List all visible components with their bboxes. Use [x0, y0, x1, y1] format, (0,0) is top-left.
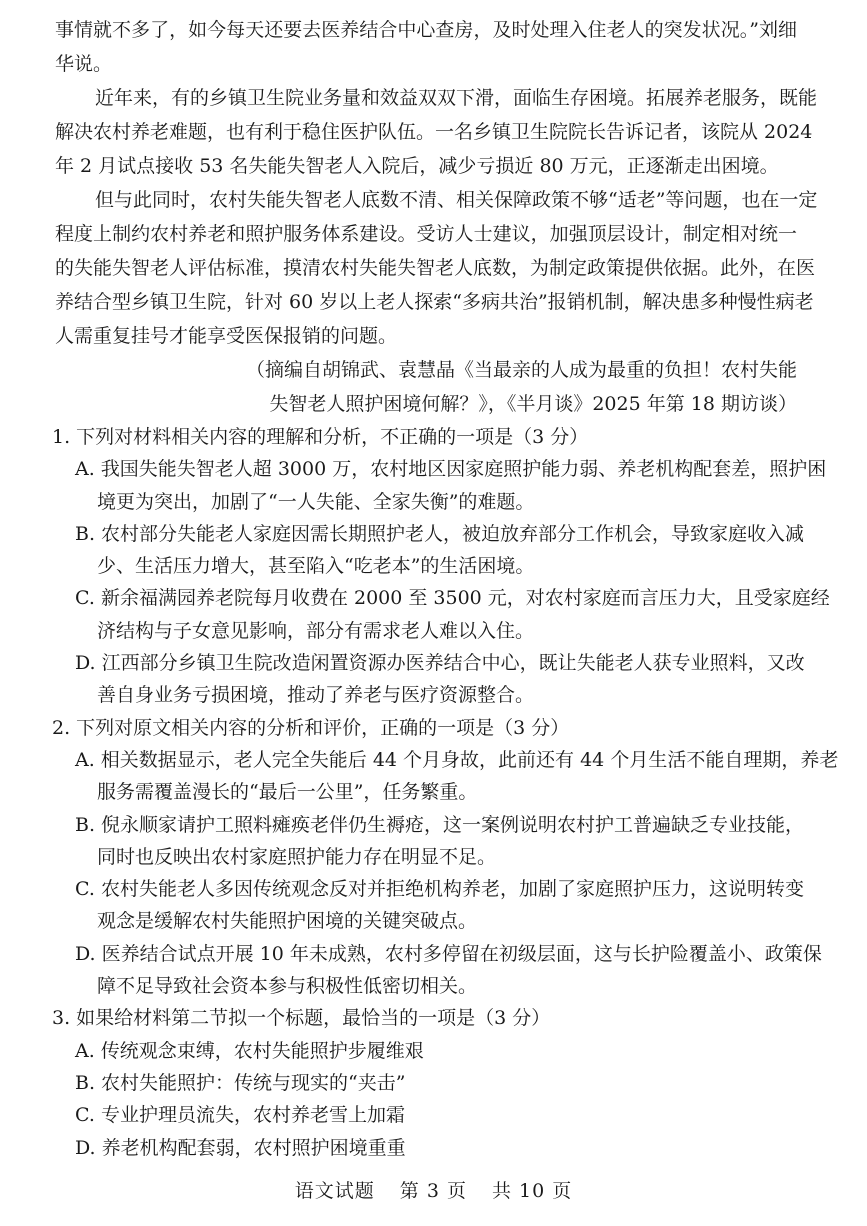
question-stem: 2. 下列对原文相关内容的分析和评价，正确的一项是（3 分）	[52, 716, 570, 739]
paragraph-line: 但与此同时，农村失能失智老人底数不清、相关保障政策不够“适老”等问题，也在一定	[95, 189, 818, 211]
footer-page-number: 第 3 页	[399, 1180, 467, 1202]
option-c: C. 农村失能老人多因传统观念反对并拒绝机构养老，加剧了家庭照护压力，这说明转变	[75, 878, 804, 901]
option-d-cont: 善自身业务亏损困境，推动了养老与医疗资源整合。	[97, 684, 535, 707]
paragraph-line: 年 2 月试点接收 53 名失能失智老人入院后，减少亏损近 80 万元，正逐渐走出困境。	[55, 155, 779, 177]
option-a: A. 相关数据显示，老人完全失能后 44 个月身故，此前还有 44 个月生活不能自理期，养老	[75, 748, 839, 771]
option-a: A. 我国失能失智老人超 3000 万，农村地区因家庭照护能力弱、养老机构配套差，照护困	[75, 458, 827, 481]
paragraph-line: 养结合型乡镇卫生院，针对 60 岁以上老人探索“多病共治”报销机制，解决患多种慢性病老	[55, 291, 814, 313]
option-a-cont: 服务需覆盖漫长的“最后一公里”，任务繁重。	[97, 781, 478, 804]
option-d-cont: 障不足导致社会资本参与积极性低密切相关。	[97, 975, 478, 998]
option-c: C. 专业护理员流失，农村养老雪上加霜	[75, 1104, 405, 1127]
option-c-cont: 济结构与子女意见影响，部分有需求老人难以入住。	[97, 619, 535, 642]
option-d: D. 养老机构配套弱，农村照护困境重重	[75, 1136, 406, 1159]
option-c: C. 新余福满园养老院每月收费在 2000 至 3500 元，对农村家庭而言压力大，且受家庭经	[75, 587, 830, 610]
option-b: B. 农村部分失能老人家庭因需长期照护老人，被迫放弃部分工作机会，导致家庭收入减	[75, 522, 805, 545]
paragraph-line: 华说。	[55, 53, 113, 75]
option-c-cont: 观念是缓解农村失能照护困境的关键突破点。	[97, 910, 478, 933]
question-2	[0, 712, 867, 1003]
paragraph-line: 事情就不多了，如今每天还要去医养结合中心查房，及时处理入住老人的突发状况。”刘细	[55, 19, 797, 41]
material-text	[0, 13, 867, 421]
paragraph-line: 近年来，有的乡镇卫生院业务量和效益双双下滑，面临生存困境。拓展养老服务，既能	[95, 87, 818, 109]
option-b: B. 倪永顺家请护工照料瘫痪老伴仍生褥疮，这一案例说明农村护工普遍缺乏专业技能，	[75, 813, 805, 836]
paragraph-line: 解决农村养老难题，也有利于稳住医护队伍。一名乡镇卫生院院长告诉记者，该院从 2024	[55, 121, 813, 143]
option-a: A. 传统观念束缚，农村失能照护步履维艰	[75, 1039, 424, 1062]
option-d: D. 医养结合试点开展 10 年未成熟，农村多停留在初级层面，这与长护险覆盖小、政策保	[75, 942, 822, 965]
option-d: D. 江西部分乡镇卫生院改造闲置资源办医养结合中心，既让失能老人获专业照料，又改	[75, 652, 805, 675]
question-3	[0, 1002, 867, 1163]
page-footer	[0, 1176, 867, 1203]
option-b-cont: 同时也反映出农村家庭照护能力存在明显不足。	[97, 845, 497, 868]
option-b: B. 农村失能照护：传统与现实的“夹击”	[75, 1071, 406, 1094]
citation-line: 失智老人照护困境何解？》，《半月谈》2025 年第 18 期访谈）	[269, 393, 797, 415]
paragraph-line: 程度上制约农村养老和照护服务体系建设。受访人士建议，加强顶层设计，制定相对统一	[55, 223, 797, 245]
question-1	[0, 421, 867, 712]
citation-line: （摘编自胡锦武、袁慧晶《当最亲的人成为最重的负担！农村失能	[245, 359, 797, 381]
question-stem: 3. 如果给材料第二节拟一个标题，最恰当的一项是（3 分）	[52, 1007, 551, 1030]
option-a-cont: 境更为突出，加剧了“一人失能、全家失衡”的难题。	[97, 490, 535, 513]
option-b-cont: 少、生活压力增大，甚至陷入“吃老本”的生活困境。	[97, 555, 535, 578]
exam-page	[0, 13, 867, 1164]
paragraph-line: 的失能失智老人评估标准，摸清农村失能失智老人底数，为制定政策提供依据。此外，在医	[55, 257, 816, 279]
question-stem: 1. 下列对材料相关内容的理解和分析，不正确的一项是（3 分）	[52, 426, 589, 448]
footer-subject: 语文试题	[294, 1180, 375, 1202]
paragraph-line: 人需重复挂号才能享受医保报销的问题。	[55, 325, 398, 347]
footer-total-pages: 共 10 页	[492, 1180, 573, 1202]
